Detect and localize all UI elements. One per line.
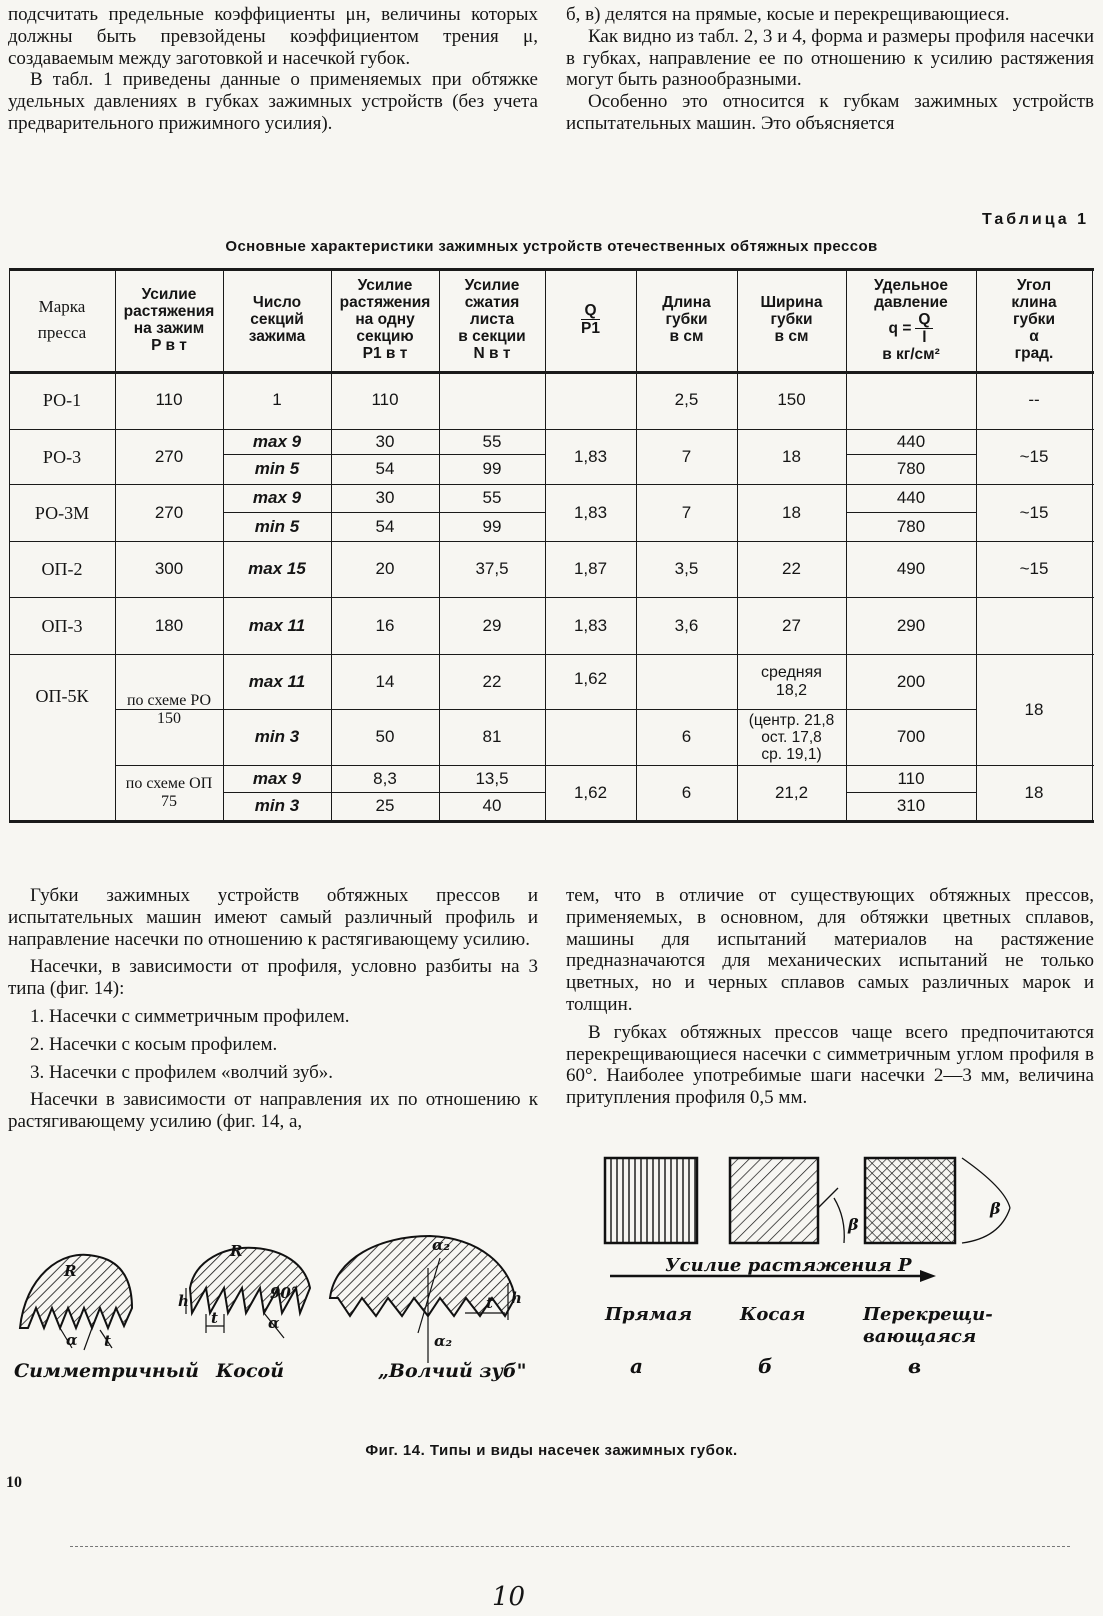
oblique-notch-sample [730,1158,818,1243]
paragraph: В губках обтяжных прессов чаще всего предпочитаются перекрещивающиеся насечки с симметричным углом профиля в 60°. Наиболее употребимые шаги насечки 2—3 мм, величина притупления профиля 0,5 мм. [566,1021,1094,1109]
row-op3-sections: max 11 [248,615,306,635]
row-op2-angle: ~15 [1019,559,1049,578]
symbol-t: t [211,1309,218,1327]
row-op5k-ro-sections-min: min 3 [254,727,300,746]
row-op5k-op-q-max: 110 [897,768,925,788]
paragraph: В табл. 1 приведены данные о применяемых при обтяжке удельных давлениях в губках зажимных устройств (без учета предварительного прижимного усилия). [8,69,538,134]
row-op2-force: 300 [154,559,184,578]
header-force-per-section: Усилие растяжения на одну секцию P1 в т [339,277,431,362]
row-ro3-n-min: 99 [482,459,502,478]
row-ro1-jaw-length: 2,5 [674,390,699,409]
header-angle: Угол клина губки α град. [1011,277,1057,362]
paragraph: тем, что в отличие от существующих обтяжных прессов, применяемых, в основном, для обтяжки цветных сплавов, машины для испытаний материалов на растяжение предназначаются для механических испытаний не только цветных, но и черных сплавов самых различных марок и толщин. [566,885,1094,1015]
ratio-numerator: Q [581,302,599,320]
row-op3-ratio: 1,83 [573,615,608,635]
press-characteristics-table [9,268,1094,846]
row-op5k-mark: ОП-5К [35,686,89,706]
text-column-bottom-left [8,885,538,1133]
row-op2-jaw-length: 3,5 [674,559,699,578]
row-op5k-ro-p1-max: 14 [375,671,395,691]
row-ro3m-p1-max: 30 [375,488,395,507]
row-ro1-mark: РО-1 [42,390,82,410]
paragraph: Губки зажимных устройств обтяжных прессов и испытательных машин имеют самый различный профиль и направление насечки по отношению к растягивающему усилию. [8,885,538,950]
row-op2-p1: 20 [375,559,395,578]
letter-b: б [758,1354,773,1378]
ratio-denominator: P1 [581,320,600,337]
row-ro3m-q-max: 440 [896,488,926,507]
label-wolf-tooth: „Волчий зуб" [378,1360,527,1382]
row-ro3m-p1-min: 54 [375,516,395,536]
row-ro1-sections: 1 [272,390,282,409]
paragraph: Насечки, в зависимости от профиля, условно разбиты на 3 типа (фиг. 14): [8,956,538,1000]
row-op3-q: 290 [896,615,926,635]
row-ro3m-jaw-width: 18 [782,502,801,522]
notch-directions-figure [590,1148,1070,1438]
row-op3-jaw-length: 3,6 [674,615,699,635]
symbol-h: h [511,1289,522,1307]
symbol-R: R [64,1262,77,1280]
row-op5k-op-angle: 18 [1024,782,1044,802]
row-ro1-force: 110 [155,390,183,409]
pressure-numerator: Q [915,311,933,329]
profile-types-figure [0,1148,560,1448]
row-op2-jaw-width: 22 [782,559,801,578]
pressure-unit: в кг/см² [882,345,940,363]
symbol-alpha2: α₂ [432,1236,451,1254]
row-op2-n: 37,5 [475,559,509,578]
straight-notch-sample [605,1158,697,1243]
label-symmetric: Симметричный [14,1360,199,1382]
row-ro3m-n-max: 55 [482,488,502,507]
oblique-profile-drawing [190,1248,310,1313]
header-mark: Марка пресса [37,296,87,342]
symbol-beta: β [848,1215,859,1234]
row-ro3m-q-min: 780 [896,516,926,536]
row-ro3-jaw-width: 18 [782,446,801,466]
row-op5k-ro-ratio: 1,62 [573,669,608,688]
row-op2-sections: max 15 [248,559,306,578]
row-ro1-p1: 110 [371,390,399,409]
row-op3-p1: 16 [375,615,395,635]
header-pressure [846,268,976,371]
row-ro3-force: 270 [154,446,184,466]
paragraph: Насечки в зависимости от направления их по отношению к растягивающему усилию (фиг. 14, а, [8,1089,538,1133]
header-jaw-length: Длина губки в см [662,294,711,345]
row-ro3-sections-min: min 5 [254,459,300,478]
row-ro3m-n-min: 99 [482,516,502,536]
row-op5k-op-jaw-width: 21,2 [774,782,809,802]
row-ro3-jaw-length: 7 [681,446,692,466]
row-op5k-op-p1-min: 25 [375,796,395,815]
symbol-alpha2: α₂ [434,1332,453,1350]
row-ro3m-force: 270 [154,502,184,522]
label-oblique: Косой [216,1360,285,1382]
row-ro3m-sections-min: min 5 [254,516,300,536]
row-ro3m-jaw-length: 7 [681,502,692,522]
text-column-top-left [8,4,538,135]
row-ro3-p1-min: 54 [375,459,395,478]
row-op3-mark: ОП-3 [41,615,83,636]
list-item: 3. Насечки с профилем «волчий зуб». [30,1061,333,1083]
row-op5k-op-scheme: по схеме ОП 75 [125,774,213,810]
letter-a: а [630,1354,643,1378]
header-force: Усилие растяжения на зажим P в т [123,285,215,354]
row-op3-n: 29 [482,615,502,635]
row-op3-jaw-width: 27 [782,615,801,635]
header-clamp-force: Усилие сжатия листа в секции N в т [458,277,526,362]
pressure-denominator: l [922,328,927,346]
list-item: 2. Насечки с косым профилем. [30,1033,278,1055]
row-ro3-angle: ~15 [1019,446,1049,466]
row-op5k-ro-width-detail: (центр. 21,8 ост. 17,8 ср. 19,1) [748,711,835,763]
symbol-t: t [486,1294,493,1312]
row-ro3-p1-max: 30 [375,431,395,451]
row-op5k-op-sections-max: max 9 [252,768,302,788]
row-op5k-ro-p1-min: 50 [375,727,395,746]
row-op5k-op-ratio: 1,62 [573,782,608,802]
symbol-alpha: α [66,1331,78,1349]
row-op5k-ro-width-mean: средняя 18,2 [761,663,822,699]
row-ro1-angle: -- [1028,390,1040,409]
row-op5k-op-n-min: 40 [482,796,502,815]
row-ro3-mark: РО-3 [42,446,82,467]
row-op5k-ro-scheme: по схеме РО 150 [126,691,212,727]
row-ro3-sections-max: max 9 [252,431,302,451]
figure-caption: Фиг. 14. Типы и виды насечек зажимных губок. [365,1442,738,1459]
row-op3-force: 180 [154,615,184,635]
text-column-top-right [566,4,1094,135]
label-oblique: Косая [740,1304,806,1325]
row-ro3-n-max: 55 [482,431,502,451]
page-number: 10 [6,1474,22,1491]
paragraph: подсчитать предельные коэффициенты μн, величины которых должны быть превзойдены коэффициентом трения μ, создаваемым между заготовкой и насечкой губок. [8,4,538,69]
row-op2-ratio: 1,87 [573,559,608,578]
symbol-alpha: α [268,1314,280,1332]
paragraph: Особенно это относится к губкам зажимных устройств испытательных машин. Это объясняется [566,91,1094,134]
row-op5k-ro-n-min: 81 [482,727,502,746]
row-op2-q: 490 [896,559,926,578]
table-label: Таблица 1 [981,211,1089,228]
row-op5k-ro-jaw-length: 6 [681,727,692,746]
row-ro1-jaw-width: 150 [777,390,806,409]
row-op5k-ro-sections-max: max 11 [248,671,306,691]
bottom-divider [70,1546,1070,1547]
header-sections: Число секций зажима [248,294,306,345]
symbol-beta: β [990,1199,1001,1218]
row-ro3-q-min: 780 [896,459,926,478]
row-op5k-op-sections-min: min 3 [254,796,300,815]
symbol-90deg: 90° [270,1284,299,1302]
row-op5k-op-p1-max: 8,3 [373,768,397,788]
label-straight: Прямая [605,1304,693,1325]
pressure-title: Удельное давление [874,276,948,311]
row-ro3m-ratio: 1,83 [573,502,608,522]
header-ratio [545,268,636,371]
label-crossed-text: Перекрещи- [863,1304,993,1325]
text-column-bottom-right [566,885,1094,1109]
row-op5k-op-jaw-length: 6 [681,782,692,802]
row-op5k-op-q-min: 310 [896,796,926,815]
paragraph: б, в) делятся на прямые, косые и перекрещивающиеся. [566,4,1010,25]
handwritten-page-number: 10 [492,1582,526,1612]
pressure-q: q = [888,319,912,337]
row-ro3-q-max: 440 [896,431,926,451]
row-op2-mark: ОП-2 [41,559,83,579]
row-op5k-ro-q-max: 200 [896,671,926,691]
row-ro3m-mark: РО-3М [34,502,90,523]
row-op5k-op-n-max: 13,5 [475,768,509,788]
row-ro3-ratio: 1,83 [573,446,608,466]
force-label: Усилие растяжения P [665,1255,912,1276]
header-jaw-width: Ширина губки в см [760,294,823,345]
symbol-t: t [104,1332,111,1350]
crossed-notch-sample [865,1158,955,1243]
row-ro3m-sections-max: max 9 [252,488,302,507]
row-ro3m-angle: ~15 [1019,502,1049,522]
list-item: 1. Насечки с симметричным профилем. [30,1005,350,1027]
row-op5k-ro-q-min: 700 [896,727,926,746]
letter-v: в [908,1354,922,1378]
paragraph: Как видно из табл. 2, 3 и 4, форма и размеры профиля насечки в губках, направление ее по отношению к усилию растяжения могут быть разнообразными. [566,25,1094,91]
label-crossed: Перекрещи-вающаяся [863,1304,993,1347]
symbol-h: h [178,1292,189,1310]
row-op5k-ro-n-max: 22 [482,671,502,691]
row-op5k-ro-angle: 18 [1024,699,1044,719]
table-caption: Основные характеристики зажимных устройств отечественных обтяжных прессов [225,238,878,255]
symbol-R: R [230,1242,243,1260]
